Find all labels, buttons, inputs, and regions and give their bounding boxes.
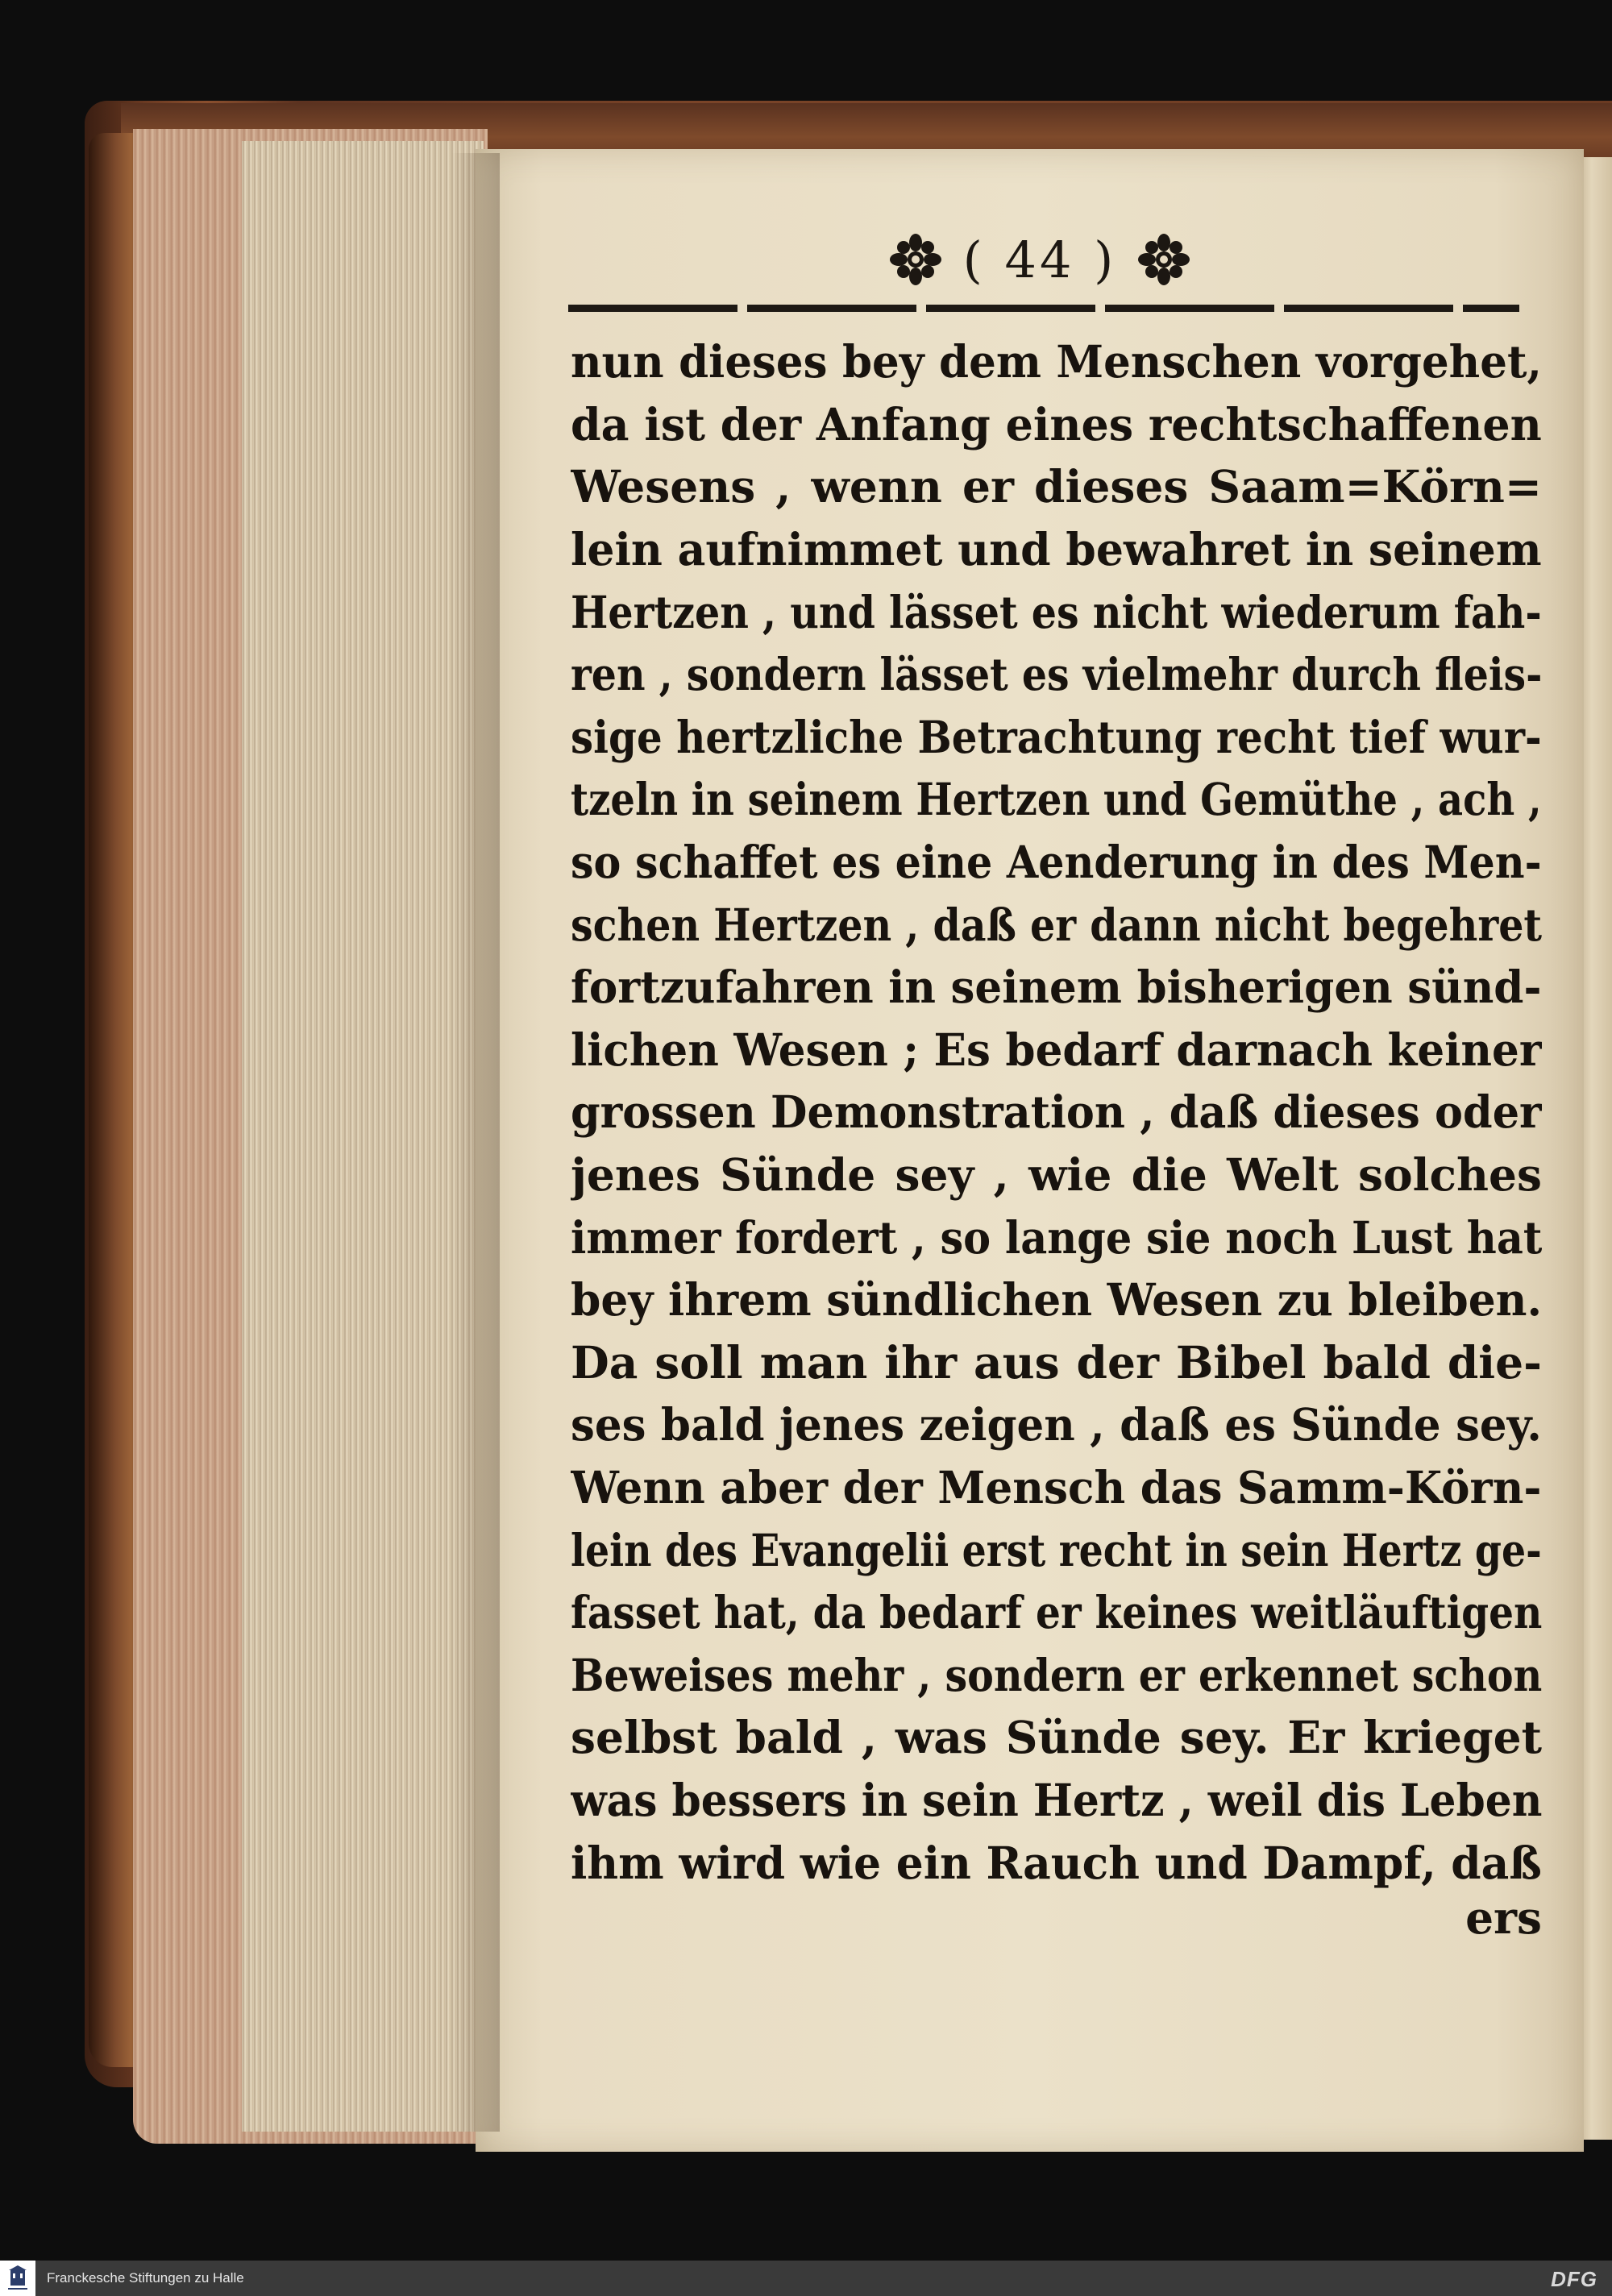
text-line: lein des Evangelii erst recht in sein Hertz ge-: [571, 1523, 1542, 1576]
text-line: grossen Demonstration , daß dieses oder: [571, 1086, 1542, 1139]
text-line: ses bald jenes zeigen , daß es Sünde sey.: [571, 1398, 1542, 1451]
text-line: selbst bald , was Sünde sey. Er krieget: [571, 1711, 1542, 1764]
text-line: jenes Sünde sey , wie die Welt solches: [571, 1148, 1542, 1202]
text-line: Hertzen , und lässet es nicht wiederum fah-: [571, 585, 1542, 638]
text-line: da ist der Anfang eines rechtschaffenen: [571, 397, 1542, 450]
text-line: fasset hat, da bedarf er keines weitläuftigen: [571, 1586, 1542, 1639]
viewer-footer: [0, 2261, 1612, 2296]
page-number: ( 44 ): [962, 230, 1117, 289]
catchword: ers: [1465, 1891, 1542, 1944]
text-line: bey ihrem sündlichen Wesen zu bleiben.: [571, 1273, 1542, 1327]
text-line: was bessers in sein Hertz , weil dis Leben: [571, 1773, 1542, 1826]
text-line: ren , sondern lässet es vielmehr durch fleis-: [571, 648, 1542, 701]
text-line: Wesens , wenn er dieses Saam=Körn=: [571, 460, 1542, 513]
text-line: immer fordert , so lange sie noch Lust hat: [571, 1210, 1542, 1264]
institution-logo-icon[interactable]: [0, 2261, 35, 2296]
header-rule: [568, 305, 1519, 312]
text-line: Wenn aber der Mensch das Samm-Körn-: [571, 1460, 1542, 1513]
text-line: lein aufnimmet und bewahret in seinem: [571, 523, 1542, 576]
text-line: sige hertzliche Betrachtung recht tief wur-: [571, 710, 1542, 763]
text-line: Da soll man ihr aus der Bibel bald die-: [571, 1335, 1542, 1389]
flower-ornament-icon: [1137, 233, 1190, 286]
institution-name[interactable]: Franckesche Stiftungen zu Halle: [47, 2270, 244, 2286]
dfg-logo[interactable]: DFG: [1551, 2267, 1597, 2291]
page-header: [870, 227, 1209, 292]
text-line: so schaffet es eine Aenderung in des Men-: [571, 836, 1542, 889]
page-text: [571, 330, 1542, 1894]
text-line: nun dieses bey dem Menschen vorgehet,: [571, 335, 1542, 388]
gutter-shadow: [451, 153, 500, 2132]
text-line: Beweises mehr , sondern er erkennet schon: [571, 1648, 1542, 1701]
page-edges-inner: [242, 141, 484, 2132]
text-line: lichen Wesen ; Es bedarf darnach keiner: [571, 1023, 1542, 1076]
text-line: schen Hertzen , daß er dann nicht begehret: [571, 898, 1542, 951]
flower-ornament-icon: [889, 233, 942, 286]
text-line: fortzufahren in seinem bisherigen sünd-: [571, 961, 1542, 1014]
text-line: ihm wird wie ein Rauch und Dampf, daß: [571, 1836, 1542, 1889]
text-line: tzeln in seinem Hertzen und Gemüthe , ach ,: [571, 773, 1542, 826]
